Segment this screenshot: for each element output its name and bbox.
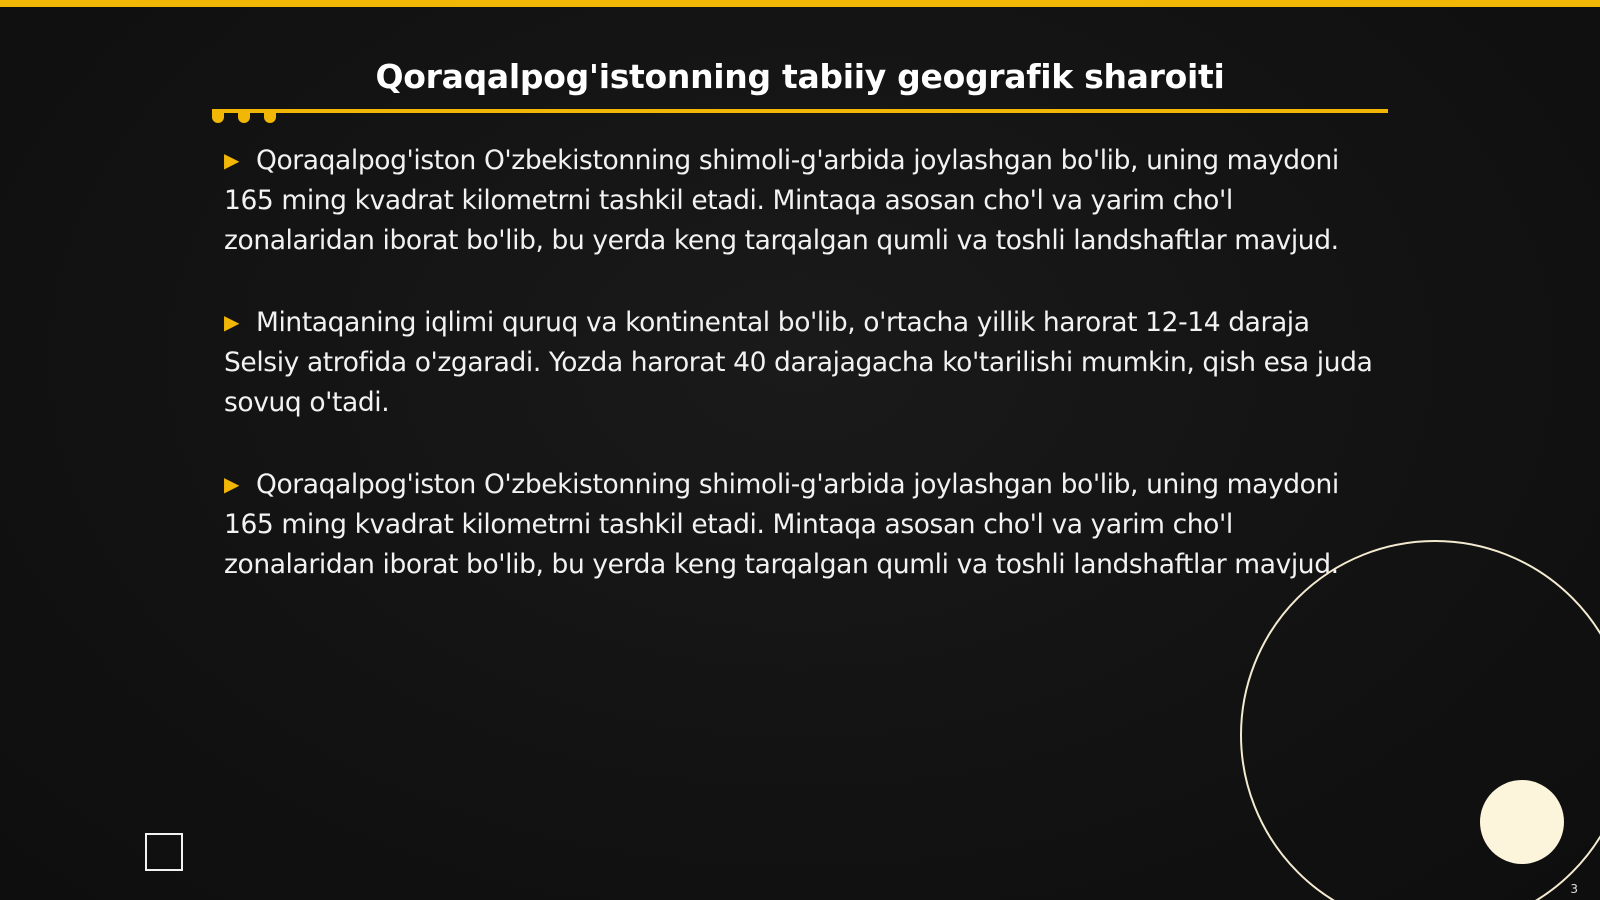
paragraph-text: Qoraqalpog'iston O'zbekistonning shimoli-g'arbida joylashgan bo'lib, uning maydoni 165 ming kvadrat kilometrni tashkil etadi. Mintaqa asosan cho'l va yarim cho'l zonalaridan iborat bo'lib, bu yerda keng tarqalgan qumli va toshli landshaftlar mavjud. (224, 145, 1339, 256)
slide-title: Qoraqalpog'istonning tabiiy geografik sharoiti (375, 57, 1225, 96)
bullet-paragraph (224, 464, 1374, 585)
slide-body (224, 140, 1374, 626)
bullet-paragraph (224, 302, 1374, 423)
page-number: 3 (1570, 882, 1578, 896)
triangle-right-icon: ▶ (224, 310, 239, 334)
decorative-square-icon (145, 833, 183, 871)
paragraph-text: Qoraqalpog'iston O'zbekistonning shimoli-g'arbida joylashgan bo'lib, uning maydoni 165 ming kvadrat kilometrni tashkil etadi. Mintaqa asosan cho'l va yarim cho'l zonalaridan iborat bo'lib, bu yerda keng tarqalgan qumli va toshli landshaftlar mavjud. (224, 469, 1339, 580)
bullet-paragraph (224, 140, 1374, 261)
triangle-right-icon: ▶ (224, 148, 239, 172)
decorative-filled-circle (1480, 780, 1564, 864)
decorative-dot-icon (212, 110, 224, 123)
paragraph-text: Mintaqaning iqlimi quruq va kontinental bo'lib, o'rtacha yillik harorat 12-14 daraja Selsiy atrofida o'zgaradi. Yozda harorat 40 darajagacha ko'tarilishi mumkin, qish esa juda sovuq o'tadi. (224, 307, 1373, 418)
triangle-right-icon: ▶ (224, 472, 239, 496)
title-underline (212, 109, 1388, 113)
decorative-dot-icon (264, 110, 276, 123)
decorative-dot-icon (238, 110, 250, 123)
top-accent-bar (0, 0, 1600, 7)
